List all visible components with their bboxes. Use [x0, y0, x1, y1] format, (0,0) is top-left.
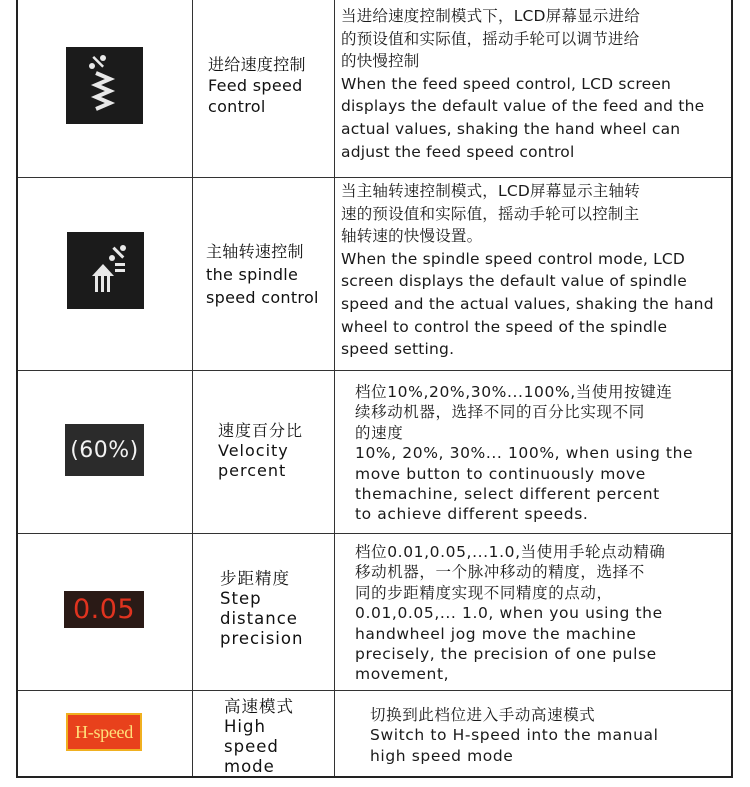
- display-value: H-speed: [75, 721, 133, 742]
- desc-line: 当进给速度控制模式下，LCD屏幕显示进给: [341, 7, 640, 25]
- desc-line: displays the default value of the feed and the: [341, 97, 705, 116]
- description-cell: [335, 178, 731, 370]
- desc-line: 的快慢控制: [341, 52, 420, 71]
- display-value: (60%): [70, 437, 139, 463]
- row-name-zh: 速度百分比: [218, 421, 304, 440]
- description-cell: [335, 534, 731, 690]
- desc-line: Switch to H-speed into the manual: [370, 726, 659, 745]
- desc-line: 移动机器，一个脉冲移动的精度，选择不: [355, 563, 645, 582]
- row-name-en: High: [224, 717, 266, 736]
- desc-line: high speed mode: [370, 746, 514, 765]
- desc-line: 轴转速的快慢设置。: [341, 227, 483, 246]
- row-name-en: the spindle: [206, 265, 299, 284]
- desc-line: speed setting.: [341, 340, 455, 359]
- function-table: [16, 0, 733, 778]
- name-cell: [193, 371, 335, 533]
- desc-line: themachine, select different percent: [355, 485, 660, 504]
- icon-cell: [18, 534, 193, 690]
- high-speed-display: [66, 713, 142, 751]
- table-row-velocity-percent: [18, 371, 731, 534]
- desc-line: When the spindle speed control mode, LCD: [341, 249, 686, 268]
- desc-line: When the feed speed control, LCD screen: [341, 74, 672, 93]
- name-cell: [193, 0, 335, 177]
- icon-cell: [18, 371, 193, 533]
- row-name-zh: 步距精度: [220, 569, 290, 588]
- row-name-en: Step: [220, 589, 262, 608]
- table-row-high-speed: [18, 691, 731, 776]
- desc-line: speed and the actual values, shaking the hand: [341, 294, 714, 313]
- desc-line: 同的步距精度实现不同精度的点动，: [355, 583, 613, 602]
- description-cell: [335, 0, 731, 177]
- desc-line: 档位10%,20%,30%...100%,当使用按键连: [355, 383, 673, 401]
- desc-line: 速的预设值和实际值，摇动手轮可以控制主: [341, 204, 640, 223]
- desc-line: 0.01,0.05,... 1.0, when you using the: [355, 604, 663, 623]
- desc-line: handwheel jog move the machine: [355, 624, 637, 643]
- desc-line: 档位0.01,0.05,...1.0,当使用手轮点动精确: [355, 543, 666, 561]
- desc-line: 当主轴转速控制模式，LCD屏幕显示主轴转: [341, 182, 640, 200]
- desc-line: to achieve different speeds.: [355, 505, 589, 524]
- name-cell: [193, 178, 335, 370]
- row-name-en: Feed speed: [208, 76, 303, 95]
- velocity-percent-display: [65, 424, 144, 476]
- desc-line: wheel to control the speed of the spindle: [341, 317, 668, 336]
- desc-line: adjust the feed speed control: [341, 142, 575, 161]
- desc-line: 的预设值和实际值，摇动手轮可以调节进给: [341, 29, 640, 48]
- desc-line: precisely, the precision of one pulse: [355, 645, 657, 664]
- name-cell: [193, 691, 335, 776]
- spindle-speed-icon: [67, 232, 144, 309]
- desc-line: 切换到此档位进入手动高速模式: [370, 706, 596, 724]
- row-name-en: Velocity: [218, 441, 289, 460]
- description-cell: [335, 691, 731, 776]
- icon-cell: [18, 691, 193, 776]
- desc-line: actual values, shaking the hand wheel can: [341, 119, 681, 138]
- row-name-zh: 高速模式: [224, 697, 294, 716]
- step-precision-display: [64, 591, 144, 628]
- name-cell: [193, 534, 335, 690]
- row-name-en: percent: [218, 461, 287, 480]
- icon-cell: [18, 0, 193, 177]
- desc-line: 的速度: [355, 423, 404, 442]
- table-row-step-precision: [18, 534, 731, 691]
- desc-line: movement,: [355, 665, 450, 684]
- row-name-en: distance: [220, 609, 298, 628]
- row-name-en: mode: [224, 757, 275, 776]
- row-name-en: speed: [224, 737, 279, 756]
- desc-line: 10%, 20%, 30%... 100%, when using the: [355, 444, 694, 463]
- description-cell: [335, 371, 731, 533]
- row-name-en: precision: [220, 629, 304, 648]
- row-name-zh: 进给速度控制: [208, 55, 306, 74]
- row-name-zh: 主轴转速控制: [206, 242, 304, 261]
- row-name-en: speed control: [206, 288, 319, 307]
- row-name-en: control: [208, 97, 266, 116]
- desc-line: screen displays the default value of spindle: [341, 272, 687, 291]
- table-row-feed-speed: [18, 0, 731, 178]
- table-row-spindle-speed: [18, 178, 731, 371]
- feed-speed-icon: [66, 47, 143, 124]
- display-value: 0.05: [72, 594, 136, 625]
- icon-cell: [18, 178, 193, 370]
- desc-line: move button to continuously move: [355, 464, 646, 483]
- desc-line: 续移动机器，选择不同的百分比实现不同: [355, 403, 645, 422]
